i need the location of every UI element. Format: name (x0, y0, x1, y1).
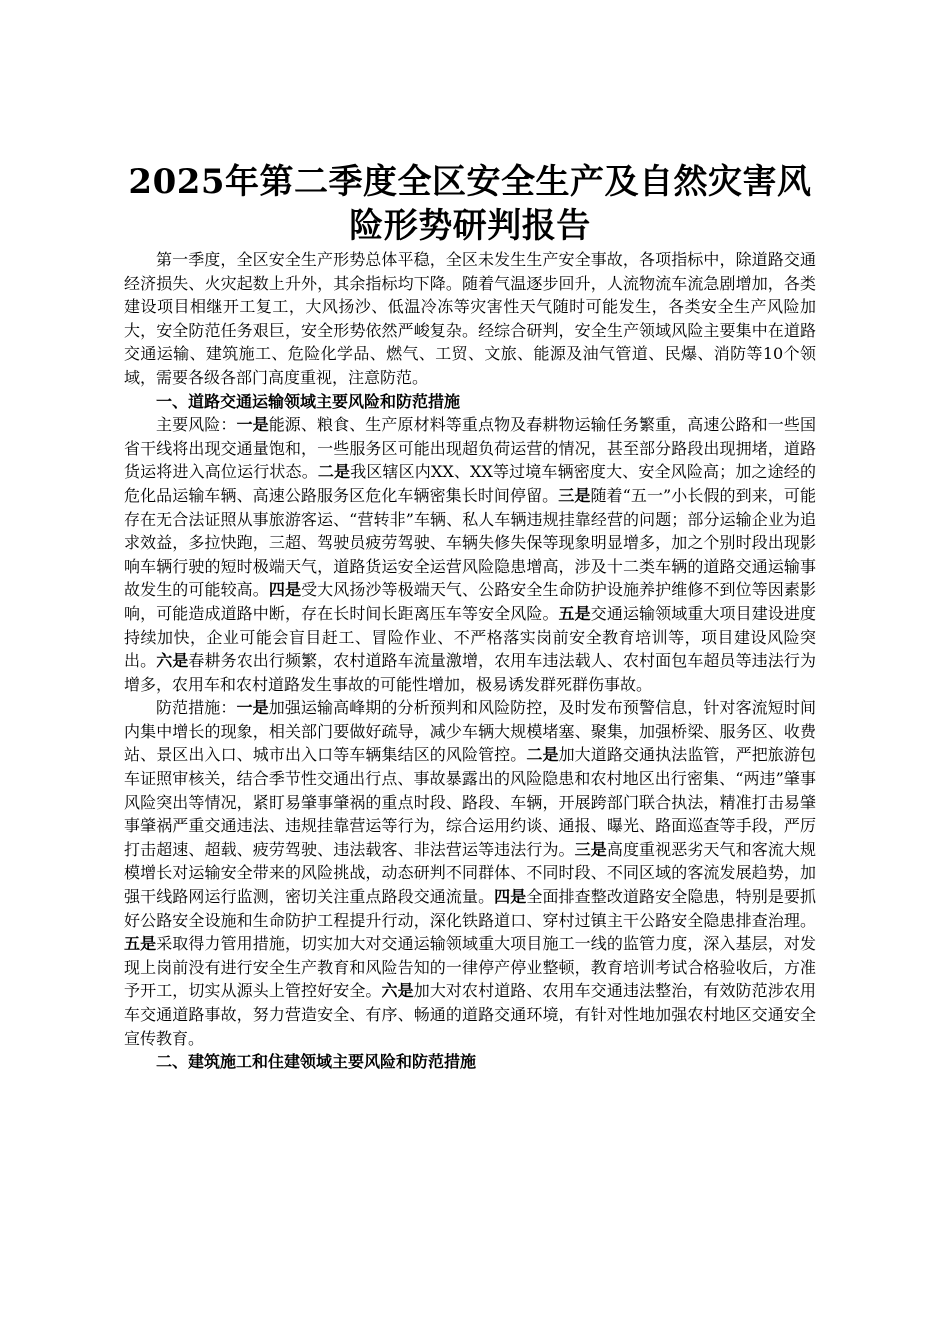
measure-marker: 一是 (236, 698, 269, 718)
risk-marker: 三是 (558, 485, 591, 505)
risk-marker: 六是 (156, 651, 189, 671)
measure-marker: 三是 (574, 839, 607, 859)
risk-text: 能源、粮食、生产原材料等重点物及春耕物运输任务繁重，高速公路和一些国省干线将出现交通量饱和，一些服务区可能出现超负荷运营的情况，甚至部分路段出现拥堵，道路货运将进入高位运行状态。 (124, 415, 816, 482)
risk-text: 春耕务农出行频繁，农村道路车流量激增，农用车违法载人、农村面包车超员等违法行为增多，农用车和农村道路发生事故的可能性增加，极易诱发群死群伤事故。 (124, 651, 816, 694)
section-2-heading: 二、建筑施工和住建领域主要风险和防范措施 (156, 1052, 477, 1072)
risk-marker: 五是 (558, 603, 591, 623)
risks-label: 主要风险： (156, 415, 237, 435)
measure-text: 加强运输高峰期的分析预判和风险防控，及时发布预警信息，针对客流短时间内集中增长的现象，相关部门要做好疏导，减少车辆大规模堵塞、聚集，加强桥梁、服务区、收费站、景区出入口、城市出入口等车辆集结区的风险管控。 (124, 698, 816, 765)
document-page (124, 160, 816, 1074)
risk-text: 我区辖区内XX、XX等过境车辆密度大、安全风险高；加之途经的危化品运输车辆、高速公路服务区危化车辆密集长时间停留。 (124, 462, 816, 505)
measure-text: 高度重视恶劣天气和客流大规模增长对运输安全带来的风险挑战，动态研判不同群体、不同时段、不同区域的客流发展趋势，加强干线路网运行监测，密切关注重点路段交通流量。 (124, 839, 816, 907)
measure-marker: 二是 (526, 745, 559, 765)
measures-label: 防范措施： (156, 698, 237, 718)
risk-marker: 四是 (268, 580, 302, 600)
risk-text: 随着“五一”小长假的到来，可能存在无合法证照从事旅游客运、“营转非”车辆、私人车辆违规挂靠经营的问题；部分运输企业为追求效益，多拉快跑，三超、驾驶员疲劳驾驶、车辆失修失保等现象明显增多，加之个别时段出现影响车辆行驶的短时极端天气，道路货运安全运营风险隐患增高，涉及十二类车辆的道路交通运输事故发生的可能较高。 (124, 485, 816, 600)
measure-marker: 五是 (124, 934, 157, 954)
measure-text: 加大道路交通执法监管，严把旅游包车证照审核关，结合季节性交通出行点、事故暴露出的风险隐患和农村地区出行密集、“两违”肇事风险突出等情况，紧盯易肇事肇祸的重点时段、路段、车辆，开展跨部门联合执法，精准打击易肇事肇祸严重交通违法、违规挂靠营运等行为，综合运用约谈、通报、曝光、路面巡查等手段，严厉打击超速、超载、疲劳驾驶、违法载客、非法营运等违法行为。 (124, 745, 816, 859)
risk-marker: 二是 (317, 462, 351, 482)
section-1-heading: 一、道路交通运输领域主要风险和防范措施 (156, 391, 461, 411)
section-1-risks-paragraph (124, 413, 816, 696)
risk-text: 受大风扬沙等极端天气、公路安全生命防护设施养护维修不到位等因素影响，可能造成道路中断，存在长时间长距离压车等安全风险。 (124, 580, 816, 623)
risk-marker: 一是 (236, 415, 269, 435)
measure-marker: 六是 (381, 981, 414, 1001)
intro-paragraph: 第一季度，全区安全生产形势总体平稳，全区未发生生产安全事故，各项指标中，除道路交通经济损失、火灾起数上升外，其余指标均下降。随着气温逐步回升，人流物流车流急剧增加，各类建设项目相继开工复工，大风扬沙、低温冷冻等灾害性天气随时可能发生，各类安全生产风险加大，安全防范任务艰巨，安全形势依然严峻复杂。经综合研判，安全生产领域风险主要集中在道路交通运输、建筑施工、危险化学品、燃气、工贸、文旅、能源及油气管道、民爆、消防等10个领域，需要各级各部门高度重视，注意防范。 (124, 250, 816, 387)
measure-marker: 四是 (494, 887, 527, 907)
section-1-measures-paragraph (124, 696, 816, 1050)
measure-text: 全面排查整改道路安全隐患，特别是要抓好公路安全设施和生命防护工程提升行动，深化铁路道口、穿村过镇主干公路安全隐患排查治理。 (124, 887, 816, 930)
measure-text: 采取得力管用措施，切实加大对交通运输领域重大项目施工一线的监管力度，深入基层，对发现上岗前没有进行安全生产教育和风险告知的一律停产停业整顿，教育培训考试合格验收后，方准予开工，切实从源头上管控好安全。 (124, 934, 816, 1001)
measure-text: 加大对农村道路、农用车交通违法整治，有效防范涉农用车交通道路事故，努力营造安全、有序、畅通的道路交通环境，有针对性地加强农村地区交通安全宣传教育。 (124, 981, 816, 1048)
document-title: 2025年第二季度全区安全生产及自然灾害风险形势研判报告 (128, 162, 812, 246)
risk-text: 交通运输领域重大项目建设进度持续加快，企业可能会盲目赶工、冒险作业、不严格落实岗前安全教育培训等，项目建设风险突出。 (124, 603, 816, 671)
